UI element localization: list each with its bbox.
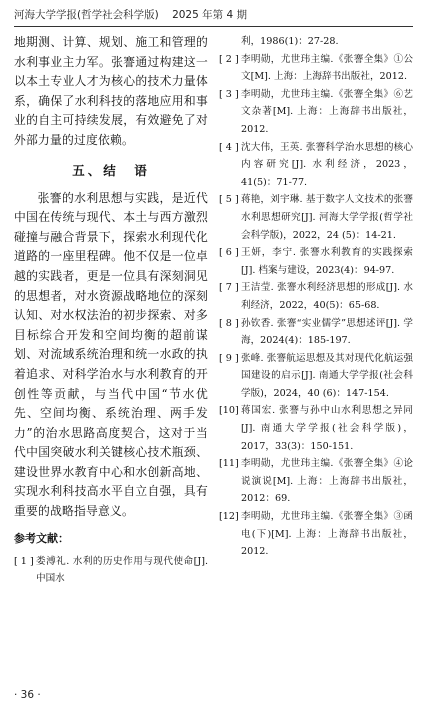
reference-text: 蒋国宏. 张謇与孙中山水利思想之异同[J]. 南通大学学报(社会科学版)，2017，33(3)：150-151. <box>241 405 413 452</box>
page-number: · 36 · <box>14 689 41 701</box>
reference-item <box>219 455 413 508</box>
header-rule <box>14 26 413 27</box>
right-column <box>219 33 413 561</box>
section-heading: 五、结 语 <box>72 162 150 178</box>
left-column <box>14 33 208 588</box>
reference-item <box>219 244 413 279</box>
reference-number: [ 3 ] <box>219 88 239 100</box>
issue-label: 2025 年第 4 期 <box>172 9 247 21</box>
reference-number: [ 6 ] <box>219 247 239 259</box>
reference-item <box>219 86 413 139</box>
reference-item <box>219 139 413 192</box>
reference-item <box>219 402 413 455</box>
reference-text: 王妍，李宁. 张謇水利教育的实践探索[J]. 档案与建设，2023(4)：94-97. <box>241 247 413 276</box>
reference-number: [11] <box>219 458 239 470</box>
reference-text: 沈大伟，王英. 张謇科学治水思想的核心内容研究[J]. 水利经济，2023，41(5)：71-77. <box>241 141 413 188</box>
reference-number: [ 8 ] <box>219 317 239 329</box>
reference-number: [ 4 ] <box>219 141 239 153</box>
reference-text: 李明勋，尤世玮主编.《张謇全集》③函电(下)[M]. 上海：上海辞书出版社，2012. <box>241 511 413 558</box>
reference-number: [ 1 ] <box>14 555 34 567</box>
reference-item <box>219 508 413 561</box>
reference-item <box>219 350 413 403</box>
reference-number: [ 7 ] <box>219 282 239 294</box>
reference-item <box>219 191 413 244</box>
references-heading: 参考文献： <box>14 531 69 545</box>
reference-text: 李明勋，尤世玮主编.《张謇全集》①公文[M]. 上海：上海辞书出版社，2012. <box>241 53 413 83</box>
reference-number: [ 9 ] <box>219 352 239 364</box>
reference-item <box>219 279 413 314</box>
reference-number: [10] <box>219 405 239 417</box>
reference-text: 娄溥礼. 水利的历史作用与现代使命[J]. 中国水 <box>36 555 208 585</box>
reference-item <box>14 553 208 588</box>
reference-continuation: 利，1986(1)：27-28. <box>241 36 339 47</box>
reference-item <box>219 51 413 86</box>
reference-number: [ 5 ] <box>219 194 239 206</box>
reference-text: 蒋艳，刘宇琳. 基于数字人文技术的张謇水利思想研究[J]. 河海大学学报(哲学社会科学版)，2022，24 (5)：14-21. <box>241 194 413 241</box>
reference-text: 李明勋，尤世玮主编.《张謇全集》④论说演说[M]. 上海：上海辞书出版社，2012：69. <box>241 458 413 505</box>
reference-text: 孙钦香. 张謇“实业儒学”思想述评[J]. 学海，2024(4)：185-197. <box>241 317 413 347</box>
reference-number: [12] <box>219 511 239 523</box>
reference-number: [ 2 ] <box>219 53 239 65</box>
conclusion-paragraph: 张謇的水利思想与实践，是近代中国在传统与现代、本土与西方激烈碰撞与融合背景下，探索水利现代化道路的一座里程碑。他不仅是一位卓越的实践者，更是一位具有深刻洞见的思想者，对水资源战略地位的深刻认知、对水权法治的初步探索、对多目标综合开发和空间均衡的超前谋划、对流域系统治理和统一水政的执着追求、对科学治水与水利教育的开创性等贡献，与当代中国“节水优先、空间均衡、系统治理、两手发力”的治水思路高度契合，这对于当代中国突破水利关键核心技术瓶颈、建设世界水教育中心和水创新高地、实现水利科技高水平自立自强，具有重要的战略指导意义。 <box>14 190 208 519</box>
reference-text: 张峰. 张謇航运思想及其对现代化航运强国建设的启示[J]. 南通大学学报(社会科学版)，2024，40 (6)：147-154. <box>241 352 413 399</box>
reference-list <box>219 51 413 561</box>
reference-text: 李明勋，尤世玮主编.《张謇全集》⑥艺文杂著[M]. 上海：上海辞书出版社，2012. <box>241 88 413 135</box>
running-header <box>14 6 413 24</box>
reference-item <box>219 315 413 350</box>
journal-title: 河海大学学报(哲学社会科学版) <box>14 9 159 21</box>
intro-paragraph: 地期测、计算、规划、施工和管理的水利事业主力军。张謇通过构建这一以本土专业人才为核心的技术力量体系，确保了水利科技的落地应用和事业的自主可持续发展，有效避免了对外部力量的过度依赖。 <box>14 35 208 147</box>
reference-text: 王洁莹. 张謇水利经济思想的形成[J]. 水利经济，2022，40(5)：65-68. <box>241 282 413 311</box>
